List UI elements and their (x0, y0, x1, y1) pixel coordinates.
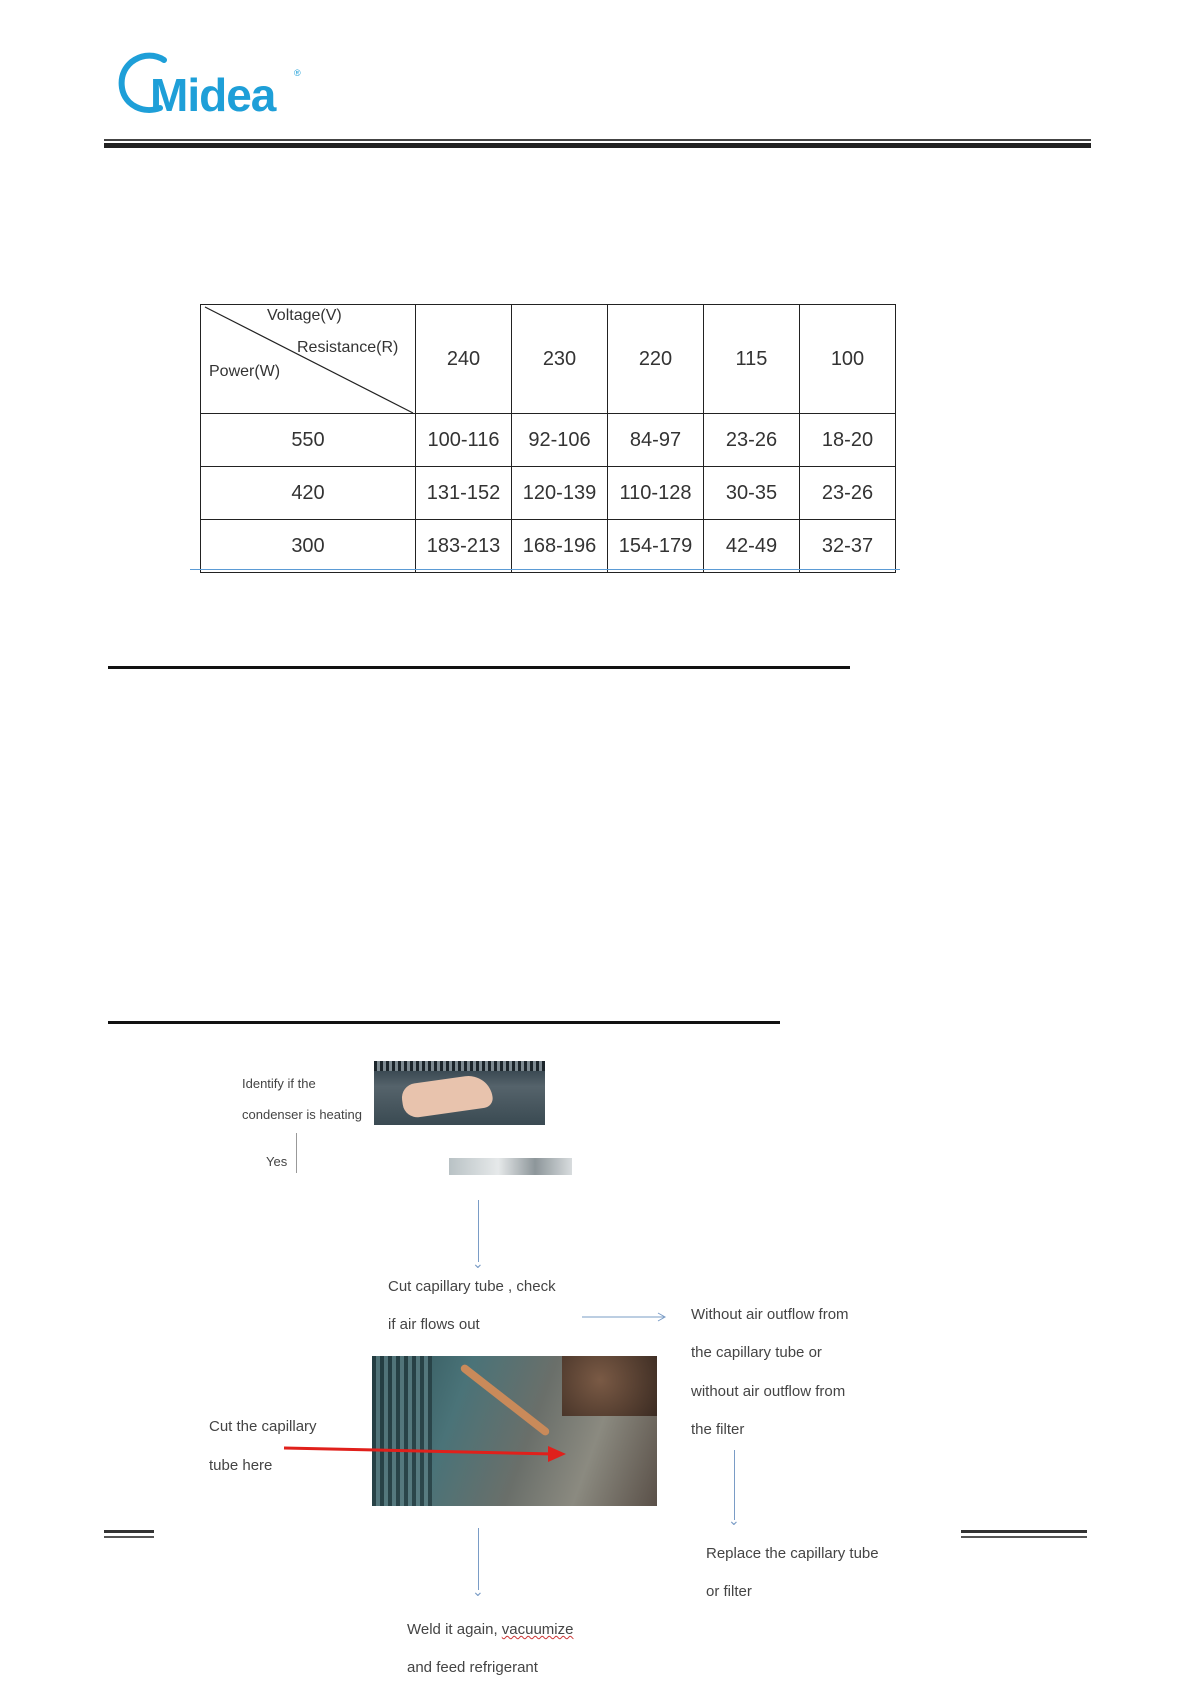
without-text-line4: the filter (691, 1421, 745, 1438)
yes-connector-line (296, 1133, 297, 1173)
voltage-header: 115 (704, 305, 800, 414)
right-arrow-icon (582, 1311, 668, 1323)
power-cell: 420 (201, 467, 416, 520)
voltage-header: 230 (512, 305, 608, 414)
section-rule (108, 1021, 780, 1024)
table-underline (190, 569, 900, 570)
weld-text-line1 (407, 1621, 573, 1638)
header-rule-thick (104, 143, 1091, 148)
header-rule-thin (104, 139, 1091, 141)
resistance-cell: 154-179 (608, 520, 704, 573)
without-text-line2: the capillary tube or (691, 1344, 822, 1361)
resistance-cell: 100-116 (416, 414, 512, 467)
resistance-cell: 30-35 (704, 467, 800, 520)
down-arrow-icon: ⌄ (472, 1583, 484, 1599)
weld-text-line2: and feed refrigerant (407, 1659, 538, 1676)
logo-registered-mark: ® (294, 68, 301, 78)
red-pointer-arrow-icon (282, 1440, 572, 1466)
yes-label: Yes (266, 1154, 288, 1169)
cut-check-text-line2: if air flows out (388, 1316, 480, 1333)
cut-here-text-line2: tube here (209, 1457, 273, 1474)
resistance-table (200, 304, 896, 573)
section-rule (108, 666, 850, 669)
cut-check-text-line1: Cut capillary tube , check (388, 1278, 556, 1295)
photo-copper-tube (459, 1363, 551, 1437)
replace-text-line1: Replace the capillary tube (706, 1545, 879, 1562)
logo-text: Midea (150, 69, 276, 121)
resistance-cell: 92-106 (512, 414, 608, 467)
down-arrow-icon: ⌄ (728, 1512, 740, 1528)
resistance-cell: 18-20 (800, 414, 896, 467)
resistance-cell: 110-128 (608, 467, 704, 520)
replace-text-line2: or filter (706, 1583, 752, 1600)
diag-label-voltage: Voltage(V) (267, 307, 342, 324)
table-row (201, 414, 896, 467)
condenser-fins (374, 1061, 545, 1071)
table-row (201, 520, 896, 573)
power-cell: 550 (201, 414, 416, 467)
diag-label-power: Power(W) (209, 363, 281, 380)
without-text-line3: without air outflow from (691, 1383, 846, 1400)
footer-rule-left (104, 1530, 154, 1533)
flow-arrow-line (734, 1450, 735, 1520)
table-header-row (201, 305, 896, 414)
without-text-line1: Without air outflow from (691, 1306, 849, 1323)
midea-logo (116, 48, 306, 124)
table-diagonal-header (201, 305, 416, 414)
identify-text-line1: Identify if the (242, 1076, 316, 1091)
condenser-hand-photo (374, 1061, 545, 1125)
photo-fins (372, 1356, 432, 1506)
voltage-header: 220 (608, 305, 704, 414)
footer-rule-left-thin (104, 1536, 154, 1538)
cut-here-text-line1: Cut the capillary (209, 1418, 317, 1435)
flow-arrow-line (478, 1200, 479, 1262)
power-cell: 300 (201, 520, 416, 573)
resistance-cell: 23-26 (800, 467, 896, 520)
capillary-tube-photo (372, 1356, 657, 1506)
resistance-cell: 120-139 (512, 467, 608, 520)
resistance-cell: 168-196 (512, 520, 608, 573)
resistance-cell: 23-26 (704, 414, 800, 467)
weld-prefix: Weld it again, (407, 1621, 502, 1638)
table-row (201, 467, 896, 520)
voltage-header: 100 (800, 305, 896, 414)
resistance-cell: 32-37 (800, 520, 896, 573)
small-photo-strip (449, 1158, 572, 1175)
identify-text-line2: condenser is heating (242, 1107, 362, 1122)
down-arrow-icon: ⌄ (472, 1255, 484, 1271)
resistance-cell: 131-152 (416, 467, 512, 520)
resistance-cell: 183-213 (416, 520, 512, 573)
diag-label-resistance: Resistance(R) (297, 339, 399, 356)
voltage-header: 240 (416, 305, 512, 414)
footer-rule-right (961, 1530, 1087, 1533)
footer-rule-right-thin (961, 1536, 1087, 1538)
weld-word-vacuumize: vacuumize (501, 1621, 574, 1638)
resistance-cell: 84-97 (608, 414, 704, 467)
hand-shape (400, 1073, 494, 1119)
resistance-cell: 42-49 (704, 520, 800, 573)
photo-valve (562, 1356, 657, 1416)
flow-arrow-line (478, 1528, 479, 1590)
